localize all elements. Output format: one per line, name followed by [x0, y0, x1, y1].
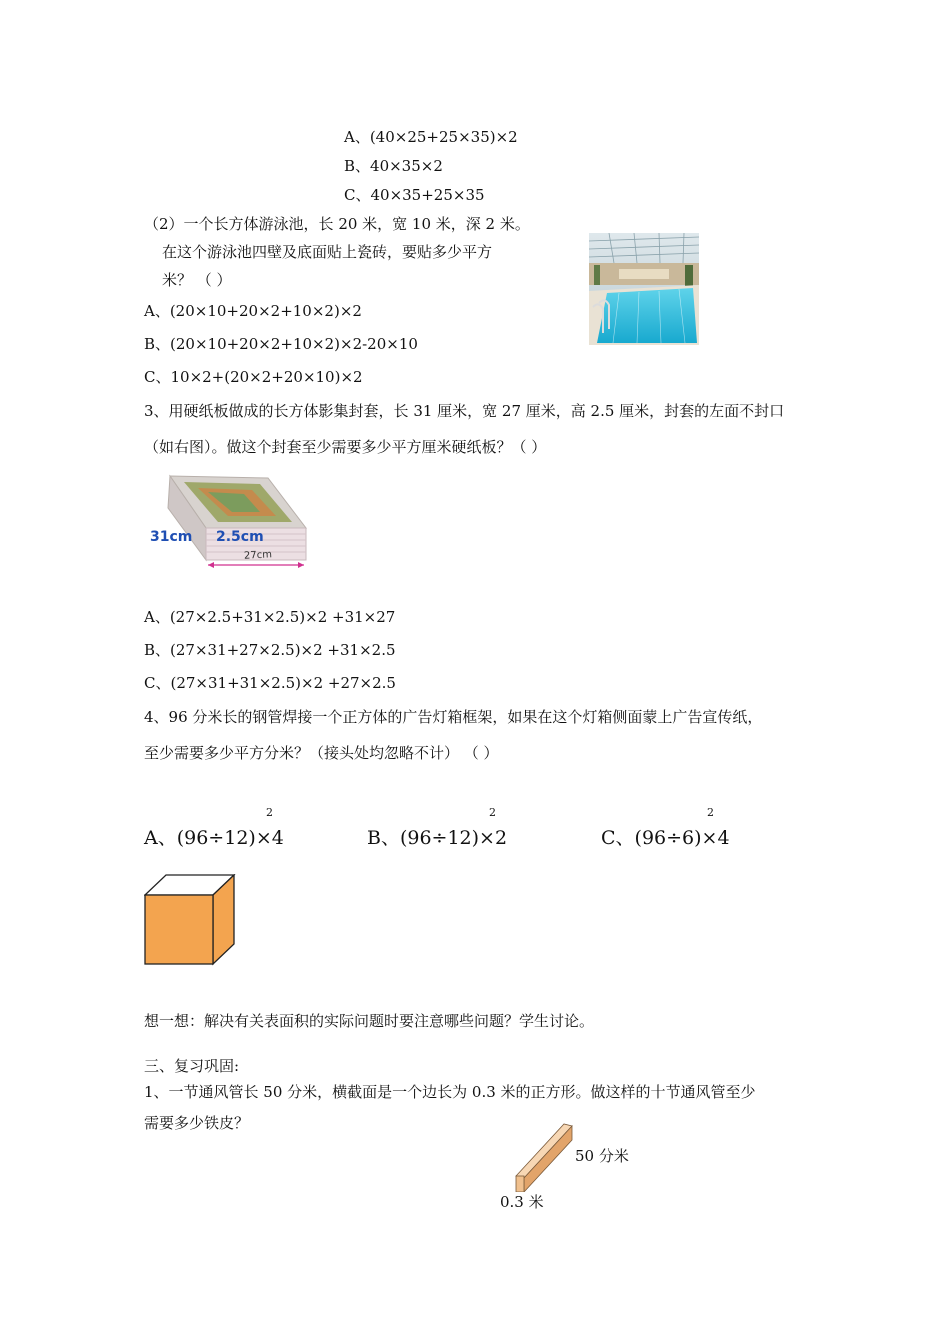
duct-length-label: 50 分米	[575, 1147, 629, 1165]
q4-option-c-exponent: 2	[707, 806, 714, 819]
q4-line1: 4、96 分米长的钢管焊接一个正方体的广告灯箱框架，如果在这个灯箱侧面蒙上广告宣传纸，	[144, 708, 763, 726]
q4-option-c: C、(96÷6)×4	[601, 827, 730, 849]
q3-option-c: C、(27×31+31×2.5)×2 +27×2.5	[144, 674, 396, 692]
q4-option-b: B、(96÷12)×2	[367, 827, 508, 849]
q3-line2: （如右图）。做这个封套至少需要多少平方厘米硬纸板？（ ）	[144, 438, 547, 456]
q2-1-option-b: B、40×35×2	[344, 157, 443, 175]
q2-2-option-a: A、(20×10+20×2+10×2)×2	[144, 302, 362, 320]
cube-figure	[144, 874, 236, 966]
figure-label-length: 31cm	[150, 529, 193, 545]
q2-1-option-c: C、40×35+25×35	[344, 186, 485, 204]
section3-title: 三、复习巩固:	[144, 1057, 240, 1075]
swimming-pool-image	[589, 233, 699, 345]
q2-2-line2: 在这个游泳池四壁及底面贴上瓷砖，要贴多少平方	[162, 243, 493, 261]
q4-option-a: A、(96÷12)×4	[144, 827, 284, 849]
air-duct-figure	[512, 1120, 576, 1192]
q3-line1: 3、用硬纸板做成的长方体影集封套，长 31 厘米，宽 27 厘米，高 2.5 厘米，封套的左面不封口	[144, 402, 785, 420]
q2-1-option-a: A、(40×25+25×35)×2	[344, 128, 518, 146]
section3-q1-line1: 1、一节通风管长 50 分米，横截面是一个边长为 0.3 米的正方形。做这样的十节通风管至少	[144, 1083, 756, 1101]
figure-label-width: 27cm	[243, 549, 273, 562]
q3-option-a: A、(27×2.5+31×2.5)×2 +31×27	[144, 608, 396, 626]
q4-option-a-exponent: 2	[266, 806, 273, 819]
q2-2-line1: （2）一个长方体游泳池，长 20 米，宽 10 米，深 2 米。	[144, 215, 530, 233]
q4-line2: 至少需要多少平方分米？（接头处均忽略不计） （ ）	[144, 744, 499, 762]
section3-q1-line2: 需要多少铁皮？	[144, 1114, 250, 1132]
q4-option-b-exponent: 2	[489, 806, 496, 819]
q2-2-line3: 米？ （ ）	[162, 271, 232, 289]
think-prompt: 想一想：解决有关表面积的实际问题时要注意哪些问题？学生讨论。	[144, 1012, 595, 1030]
q2-2-option-b: B、(20×10+20×2+10×2)×2-20×10	[144, 335, 418, 353]
duct-side-label: 0.3 米	[500, 1193, 544, 1211]
album-cover-box-figure	[148, 468, 318, 576]
figure-label-height: 2.5cm	[216, 529, 264, 545]
q3-option-b: B、(27×31+27×2.5)×2 +31×2.5	[144, 641, 396, 659]
q2-2-option-c: C、10×2+(20×2+20×10)×2	[144, 368, 363, 386]
